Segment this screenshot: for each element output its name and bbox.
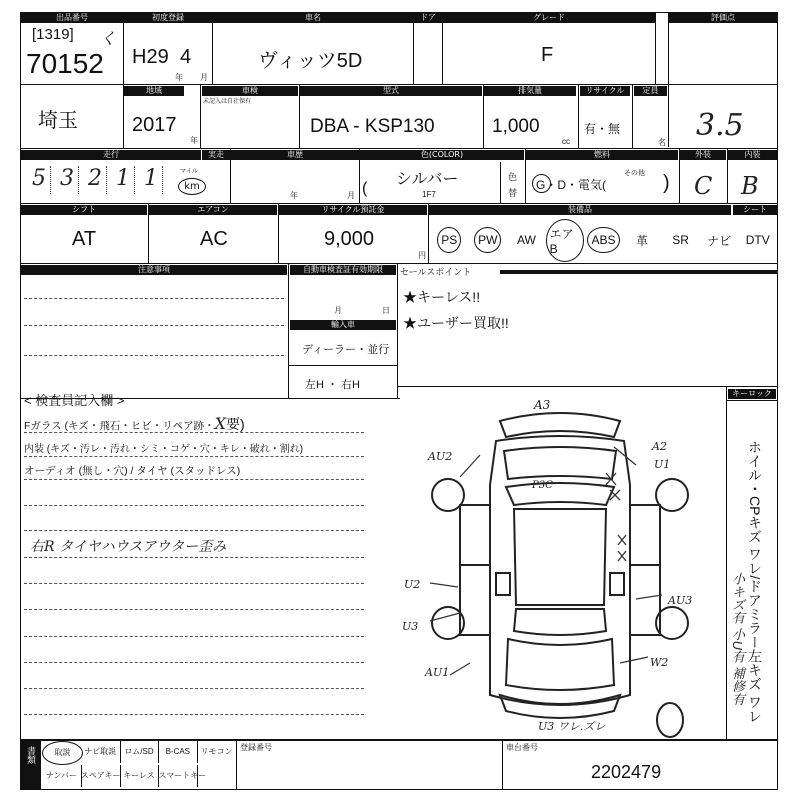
wheel-front-left [432, 479, 464, 511]
equipment-label: エアB [546, 219, 585, 262]
spare-tire [657, 703, 683, 737]
fuel-other: その他 [624, 170, 645, 177]
car-diagram [400, 395, 720, 740]
footer-item: ナビ取説 [81, 741, 121, 763]
odometer-digit: 1 [112, 166, 135, 194]
inspection-line [24, 714, 364, 715]
mark-rear: U3 ワレ.ズレ [538, 720, 606, 733]
mileage-unit-label: km [184, 181, 200, 192]
header-history: 車歴 [231, 150, 359, 160]
header-car-name: 車名 [213, 13, 413, 23]
header-mileage: 走行 [21, 150, 201, 160]
wheel-front-right [656, 479, 688, 511]
header-doors: ドア [414, 13, 442, 23]
footer-items [42, 741, 236, 789]
divider [148, 203, 149, 263]
cell-divider [726, 400, 778, 401]
header-keylock: キーロック [728, 389, 776, 399]
mark-front-right-2: U1 [654, 458, 671, 471]
divider [212, 12, 213, 84]
footer-item: ロム/SD [120, 741, 160, 763]
header-exterior: 外装 [680, 150, 726, 160]
header-equipment: 装備品 [429, 205, 731, 215]
footer-item: スペアキー [81, 765, 121, 787]
footer-item: スマートキー [158, 765, 198, 787]
chassis-label: 車台番号 [506, 743, 538, 752]
equipment-label: ナビ [707, 233, 732, 248]
odometer-digit: 2 [84, 166, 107, 194]
inspection-note: 未記入は自社保有 [203, 99, 252, 105]
inspection-line [24, 688, 364, 689]
equipment-item [661, 218, 700, 262]
mileage-unit [178, 178, 206, 195]
history-month-unit: 月 [347, 191, 355, 200]
recycle-unit: 円 [418, 251, 426, 260]
mark-front-left: AU2 [428, 450, 453, 463]
auction-mark: く [100, 29, 117, 48]
rear-bumper [500, 695, 620, 718]
header-import: 輸入車 [290, 320, 396, 330]
divider [655, 12, 656, 84]
divider [668, 12, 669, 147]
header-grade: グレード [443, 13, 655, 23]
grade: F [541, 44, 554, 66]
row-divider [20, 84, 778, 85]
inspection-line [24, 557, 364, 558]
header-score: 評価点 [669, 13, 777, 23]
header-fuel: 燃料 [526, 150, 678, 160]
windshield [506, 483, 614, 505]
equipment-list [430, 218, 777, 262]
equipment-label: AW [516, 233, 536, 247]
footer-item: キーレス [120, 765, 160, 787]
mileage-unit-top: マイル [180, 169, 198, 175]
glass-line-suffix: 要) [225, 416, 245, 432]
color-open-paren: ( [362, 180, 368, 197]
header-recycle: リサイクル預託金 [279, 205, 427, 215]
divider [428, 203, 429, 263]
inspection-line [24, 609, 364, 610]
steering: 左H ・ 右H [305, 379, 360, 391]
mark-left-1: U2 [404, 578, 421, 591]
header-aircon: エアコン [149, 205, 277, 215]
divider [299, 84, 300, 148]
footer-item: ナンバー [42, 765, 82, 787]
model-year-unit: 年 [190, 136, 198, 145]
equipment-item [584, 218, 623, 262]
row-divider [20, 148, 778, 149]
right-handle [610, 573, 624, 595]
divider [200, 84, 201, 148]
shift: AT [72, 228, 97, 250]
inspection-line [24, 479, 364, 480]
odometer-digit: 5 [28, 166, 51, 194]
header-sheet: シート [733, 205, 777, 215]
footer-item: リモコン [197, 741, 237, 763]
reg-month-unit: 月 [200, 73, 208, 82]
header-capacity: 定員 [634, 86, 667, 96]
odometer [28, 166, 178, 196]
equipment-label: ABS [587, 227, 619, 253]
audio-line: オーディオ (無し・穴) / タイヤ (スタッドレス) [24, 465, 241, 477]
divider [359, 148, 360, 203]
lot-number: 70152 [26, 48, 104, 79]
interior-line: 内装 (キズ・汚レ・汚れ・シミ・コゲ・穴・キレ・破れ・割れ) [24, 444, 304, 455]
front-bumper [500, 413, 620, 437]
inspection-line [24, 636, 364, 637]
header-recycle-ticket: リサイクル [580, 86, 630, 96]
sales-rule [500, 270, 777, 274]
header-model: 型式 [300, 86, 482, 96]
mark-right-mid: AU3 [668, 594, 693, 607]
displacement-unit: cc [562, 137, 570, 146]
equipment-item [623, 218, 662, 262]
equipment-label: DTV [745, 233, 770, 247]
divider [413, 12, 414, 84]
header-region: 地域 [124, 86, 184, 96]
notes-line [24, 325, 284, 326]
model-year: 2017 [132, 114, 177, 136]
roof [514, 509, 606, 605]
color-code: 1F7 [422, 190, 436, 199]
divider [397, 263, 398, 398]
mark-rear-left: AU1 [425, 666, 450, 679]
equipment-item [738, 218, 777, 262]
inspection-line [24, 505, 364, 506]
left-handle [496, 573, 510, 595]
footer-side-label: 書類 [26, 746, 36, 764]
odometer-digit: 3 [56, 166, 79, 194]
inspection-line [24, 583, 364, 584]
trunk [506, 639, 614, 690]
aircon: AC [200, 228, 228, 250]
header-notes: 注意事項 [21, 265, 287, 275]
notes-line [24, 298, 284, 299]
divider [123, 12, 124, 84]
equipment-item [700, 218, 739, 262]
divider [578, 84, 579, 148]
sales-point-2: ★ユーザー買取!! [403, 315, 509, 331]
mark-rear-right: W2 [650, 656, 669, 669]
header-expiry: 自動車検査証有効期限 [290, 265, 396, 275]
header-sales: セールスポイント [400, 267, 472, 277]
divider [727, 148, 728, 203]
inspection-title: < 検査員記入欄 > [24, 393, 125, 408]
row-divider [397, 386, 778, 387]
history-year-unit: 年 [290, 191, 298, 200]
right-doors [630, 505, 660, 635]
capacity-unit: 名 [658, 138, 666, 147]
mark-roof: P3C [532, 480, 553, 491]
header-interior: 内装 [728, 150, 777, 160]
region: 埼玉 [38, 110, 78, 132]
sales-point-1: ★キーレス!! [403, 289, 481, 305]
header-first-reg: 初度登録 [124, 13, 212, 23]
equipment-label: PS [437, 227, 461, 253]
divider [278, 203, 279, 263]
equipment-item [430, 218, 469, 262]
divider [483, 84, 484, 148]
header-lot: 出品番号 [21, 13, 123, 23]
divider [288, 263, 289, 398]
reg-number-label: 登録番号 [240, 743, 272, 752]
divider [679, 148, 680, 203]
glass-mark: X [214, 414, 226, 433]
divider [123, 84, 124, 148]
equipment-item [546, 218, 585, 262]
header-color: 色(COLOR) [360, 150, 524, 160]
exterior-grade: C [694, 172, 713, 200]
auction-code: [1319] [32, 26, 74, 43]
reg-year-unit: 年 [175, 73, 183, 82]
divider [525, 148, 526, 203]
interior-grade: B [741, 172, 759, 200]
header-shift: シフト [21, 205, 147, 215]
left-doors [460, 505, 490, 635]
color-side-2: 替 [508, 188, 518, 198]
displacement: 1,000 [492, 116, 540, 137]
header-displacement: 排気量 [484, 86, 576, 96]
divider [500, 162, 501, 203]
divider [726, 386, 727, 740]
equipment-label: PW [474, 227, 501, 253]
inspection-line [24, 432, 364, 433]
header-mileage-kind: 実走 [202, 150, 230, 160]
chassis-number: 2202479 [591, 762, 662, 782]
color-name: シルバー [396, 171, 459, 188]
score-value: 3.5 [696, 108, 744, 143]
divider [502, 740, 503, 790]
handwritten-note: 右R タイヤハウスアウター歪み [30, 539, 227, 555]
expiry-day: 日 [382, 306, 390, 315]
glass-line [24, 414, 245, 434]
mark-front-right-1: A2 [652, 440, 667, 453]
fuel-options: G・D・電気( [536, 178, 606, 192]
rear-window [514, 609, 606, 635]
inspection-line [24, 456, 364, 457]
side-note-col2: 小キズ有 小U有 補修有 [730, 572, 745, 706]
header-inspection: 車検 [202, 86, 298, 96]
equipment-label: 革 [636, 233, 649, 248]
reg-era-year: H29 [132, 46, 169, 68]
odometer-digit: 1 [140, 166, 163, 194]
side-note-col1: ホイル・CPキズ ワレ/ドアミラー左キズ ワレ [747, 440, 763, 724]
divider [236, 740, 237, 790]
car-name: ヴィッツ5D [258, 50, 363, 72]
equipment-item [507, 218, 546, 262]
recycle-fee: 9,000 [324, 228, 375, 250]
glass-line-prefix: Fガラス (キズ・飛石・ヒビ・リペア跡・ [24, 420, 215, 432]
row-divider [20, 263, 778, 264]
footer-item: 取説 [42, 741, 83, 765]
footer-item: B-CAS [158, 741, 198, 763]
recycle-options: 有・無 [584, 122, 621, 136]
expiry-month: 月 [334, 306, 342, 315]
reg-month: 4 [180, 46, 192, 68]
inspection-line [24, 662, 364, 663]
equipment-item [469, 218, 508, 262]
divider [230, 148, 231, 203]
import-type: ディーラー・並行 [302, 344, 390, 356]
mark-left-2: U3 [402, 620, 419, 633]
inspection-line [24, 530, 364, 531]
cell-divider [288, 365, 397, 366]
divider [632, 84, 633, 148]
color-side-1: 色 [508, 172, 518, 182]
divider [442, 12, 443, 84]
model-code: DBA - KSP130 [310, 116, 435, 137]
equipment-label: SR [672, 233, 689, 247]
notes-line [24, 355, 284, 356]
hood [504, 447, 616, 479]
fuel-close: ) [663, 172, 670, 194]
mark-front: A3 [534, 398, 551, 412]
row-divider [20, 203, 778, 204]
